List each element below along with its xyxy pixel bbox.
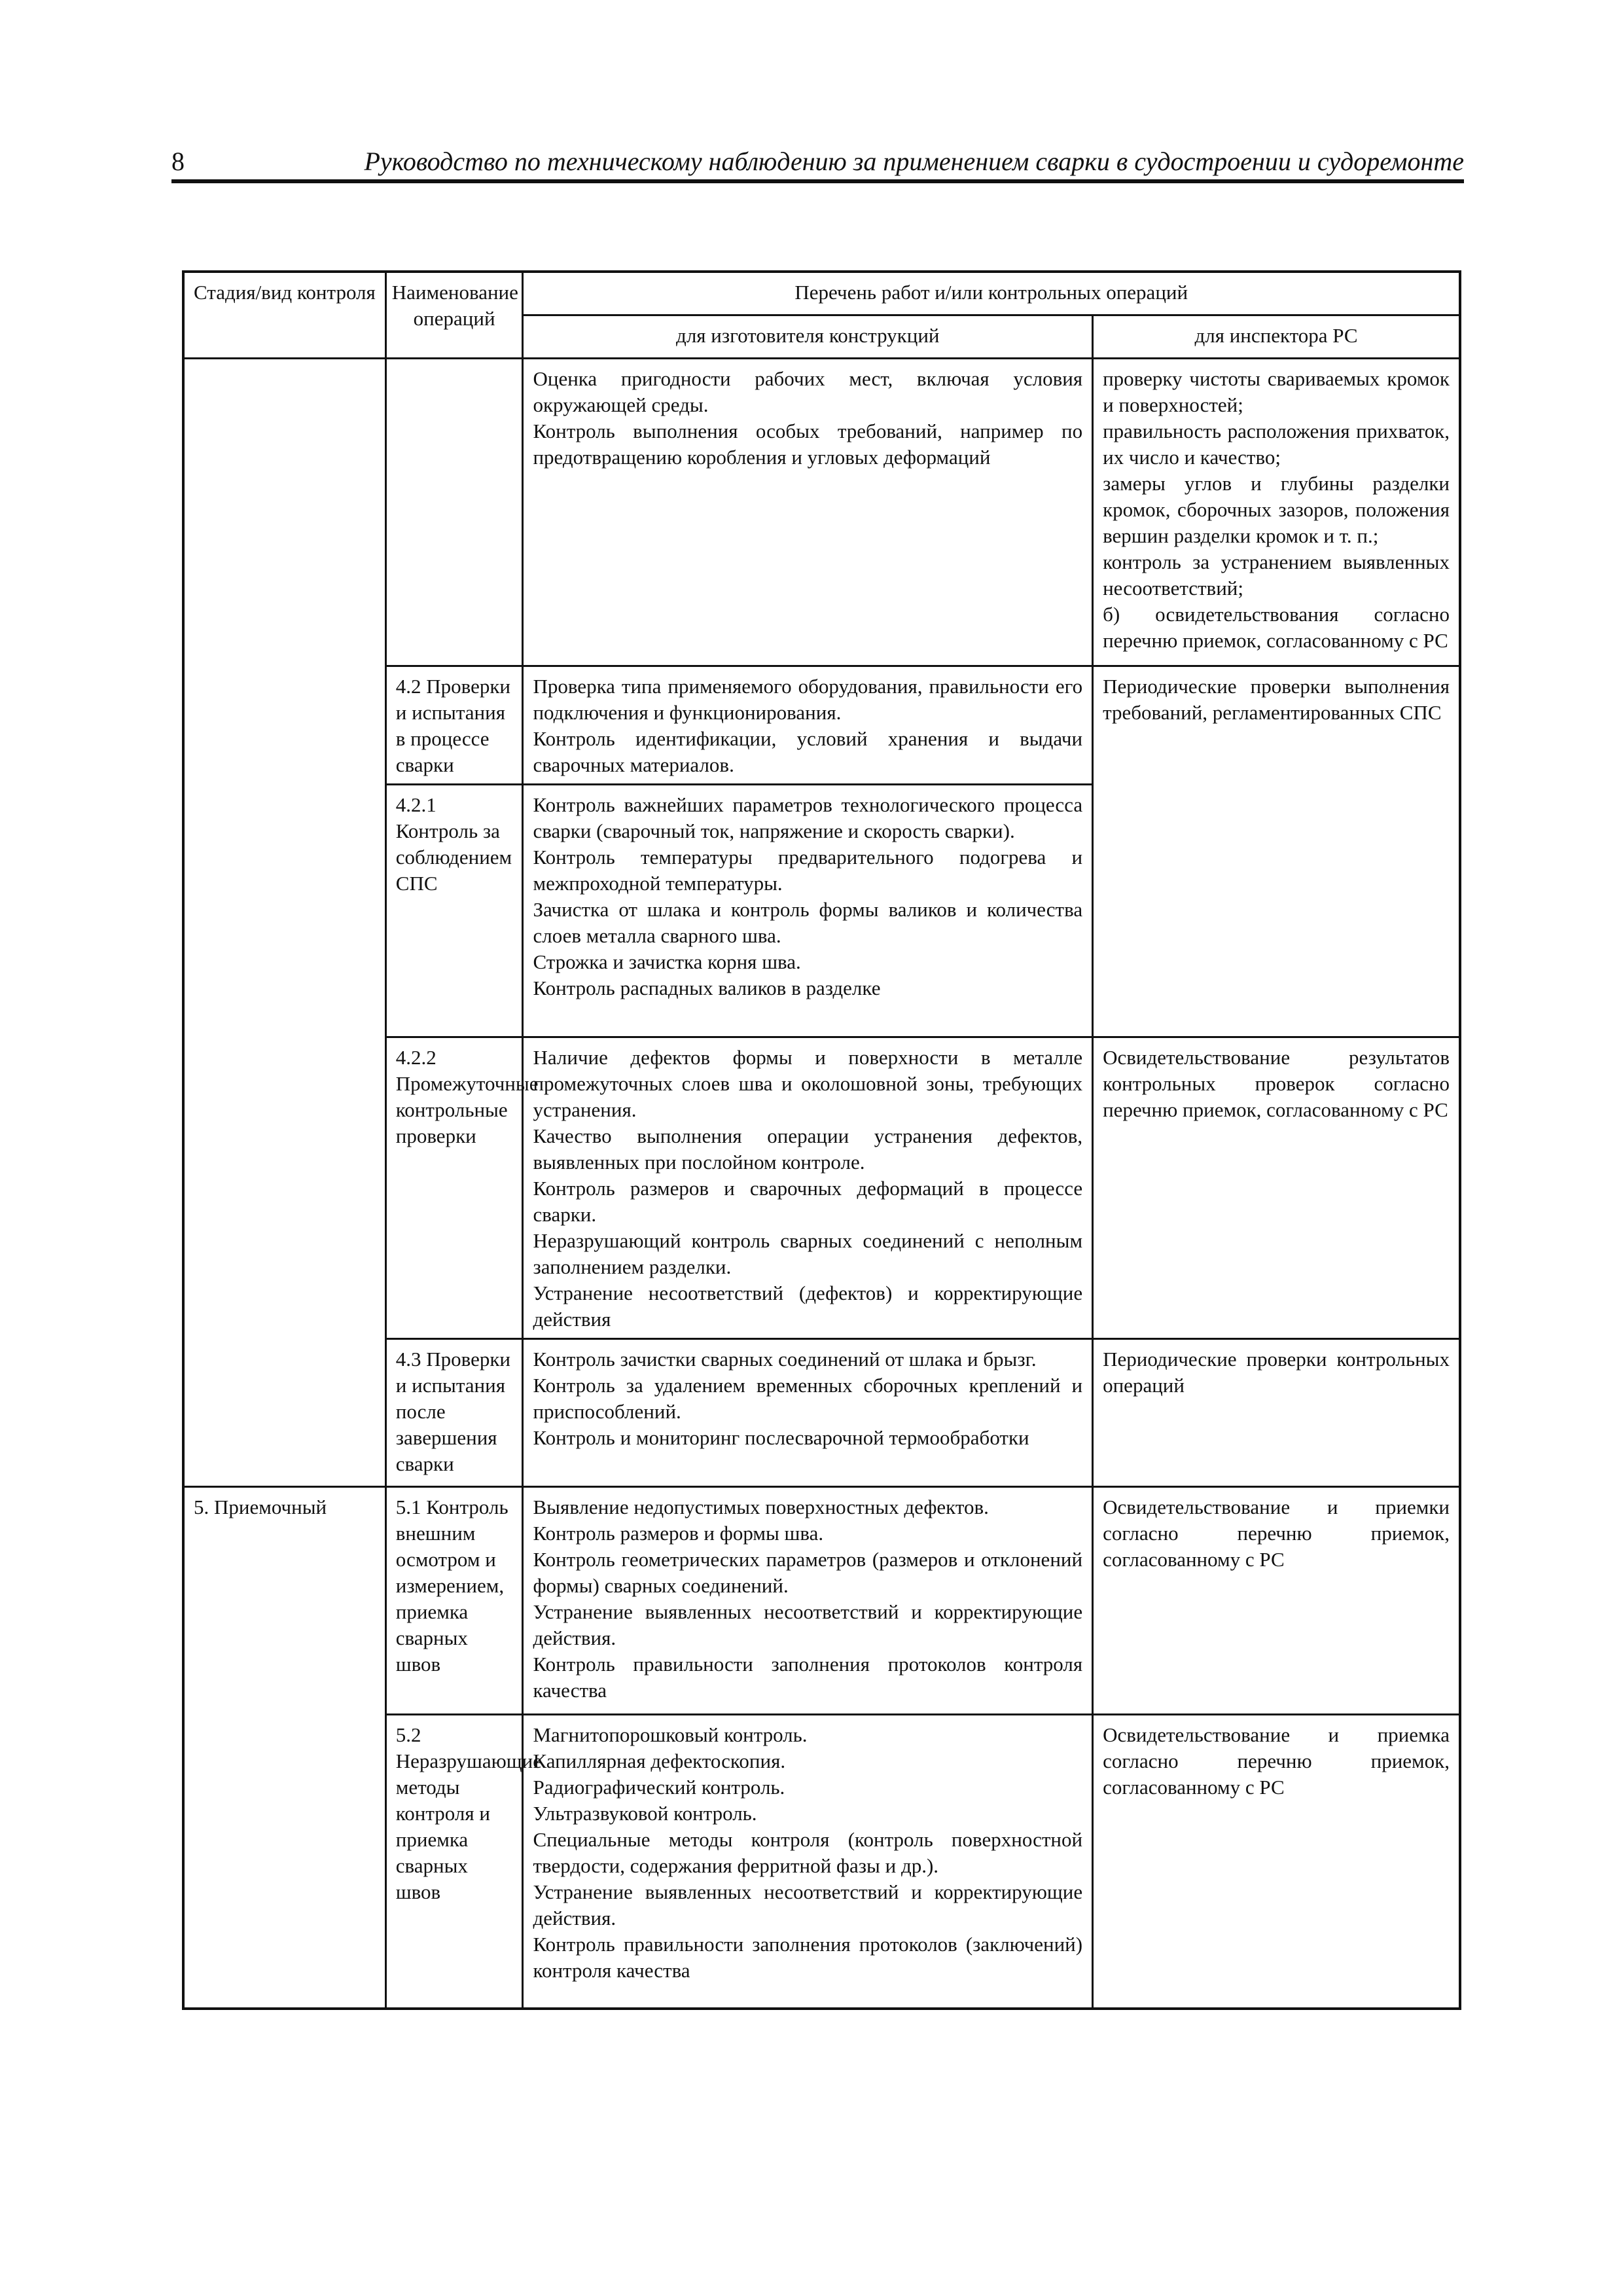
list-item: Контроль геометрических параметров (размеров и отклонений формы) сварных соединений.: [533, 1547, 1083, 1597]
header-operation: Наименование операций: [385, 272, 523, 358]
manufacturer-cell: [523, 1486, 1093, 1714]
inspector-cell: [1093, 1338, 1460, 1486]
table-row: [183, 1486, 1460, 1714]
table-row: [183, 358, 1460, 666]
operation-cell: 5.1 Контроль внешним осмотром и измерением, приемка сварных швов: [385, 1486, 523, 1714]
list-item: Периодические проверки выполнения требований, регламентированных СПС: [1103, 674, 1450, 724]
operation-cell: [385, 358, 523, 666]
list-item: Оценка пригодности рабочих мест, включая условия окружающей среды.: [533, 367, 1083, 416]
manufacturer-cell: [523, 358, 1093, 666]
list-item: Периодические проверки контрольных операций: [1103, 1347, 1450, 1397]
list-item: Контроль правильности заполнения протоколов (заключений) контроля качества: [533, 1932, 1083, 1982]
control-stages-table: [182, 270, 1461, 2010]
list-item: Устранение несоответствий (дефектов) и корректирующие действия: [533, 1281, 1083, 1331]
list-item: Наличие дефектов формы и поверхности в металле промежуточных слоев шва и околошовной зоны, требующих устранения.: [533, 1045, 1083, 1121]
inspector-cell: [1093, 1714, 1460, 2009]
list-item: Контроль за удалением временных сборочных креплений и приспособлений.: [533, 1373, 1083, 1423]
list-item: Специальные методы контроля (контроль поверхностной твердости, содержания ферритной фазы и др.).: [533, 1827, 1083, 1877]
operation-cell: 4.2 Проверки и испытания в процессе сварки: [385, 666, 523, 784]
list-item: Радиографический контроль.: [533, 1775, 785, 1799]
list-item: Качество выполнения операции устранения дефектов, выявленных при послойном контроле.: [533, 1124, 1083, 1174]
running-title: Руководство по техническому наблюдению за применением сварки в судостроении и судоремонте: [364, 147, 1464, 176]
manufacturer-cell: [523, 784, 1093, 1037]
list-item: б) освидетельствования согласно перечню приемок, согласованному с РС: [1103, 602, 1450, 652]
list-item: Капиллярная дефектоскопия.: [533, 1749, 786, 1772]
inspector-cell: [1093, 1486, 1460, 1714]
inspector-cell: [1093, 666, 1460, 1037]
operation-cell: 4.3 Проверки и испытания после завершения сварки: [385, 1338, 523, 1486]
list-item: Освидетельствование и приемки согласно перечню приемок, согласованному с РС: [1103, 1495, 1450, 1571]
list-item: Строжка и зачистка корня шва.: [533, 950, 801, 973]
list-item: контроль за устранением выявленных несоответствий;: [1103, 550, 1450, 600]
page-number: 8: [171, 147, 185, 176]
manufacturer-cell: [523, 1037, 1093, 1338]
list-item: Контроль зачистки сварных соединений от шлака и брызг.: [533, 1347, 1037, 1371]
page-header: [171, 139, 1464, 183]
operation-cell: 4.2.1 Контроль за соблюдением СПС: [385, 784, 523, 1037]
list-item: Неразрушающий контроль сварных соединений с неполным заполнением разделки.: [533, 1229, 1083, 1278]
list-item: Контроль идентификации, условий хранения и выдачи сварочных материалов.: [533, 726, 1083, 776]
list-item: Контроль правильности заполнения протоколов контроля качества: [533, 1652, 1083, 1702]
list-item: Устранение выявленных несоответствий и корректирующие действия.: [533, 1880, 1083, 1929]
list-item: Контроль и мониторинг послесварочной термообработки: [533, 1426, 1029, 1449]
stage-cell: 5. Приемочный: [183, 1486, 385, 2009]
inspector-cell: [1093, 358, 1460, 666]
list-item: Контроль важнейших параметров технологического процесса сварки (сварочный ток, напряжение и скорость сварки).: [533, 793, 1083, 842]
list-item: замеры углов и глубины разделки кромок, сборочных зазоров, положения вершин разделки кромок и т. п.;: [1103, 471, 1450, 547]
header-inspector: для инспектора РС: [1093, 315, 1460, 358]
list-item: Выявление недопустимых поверхностных дефектов.: [533, 1495, 989, 1518]
list-item: Контроль температуры предварительного подогрева и межпроходной температуры.: [533, 845, 1083, 895]
manufacturer-cell: [523, 666, 1093, 784]
manufacturer-cell: [523, 1338, 1093, 1486]
manufacturer-cell: [523, 1714, 1093, 2009]
stage-cell: [183, 358, 385, 1486]
list-item: Контроль распадных валиков в разделке: [533, 976, 881, 999]
list-item: Зачистка от шлака и контроль формы валиков и количества слоев металла сварного шва.: [533, 897, 1083, 947]
list-item: Устранение выявленных несоответствий и корректирующие действия.: [533, 1600, 1083, 1649]
list-item: Контроль размеров и формы шва.: [533, 1521, 824, 1545]
operation-cell: 4.2.2 Промежуточные контрольные проверки: [385, 1037, 523, 1338]
list-item: Магнитопорошковый контроль.: [533, 1723, 808, 1746]
header-work-list: Перечень работ и/или контрольных операций: [523, 272, 1460, 315]
inspector-cell: [1093, 1037, 1460, 1338]
list-item: Ультразвуковой контроль.: [533, 1801, 757, 1825]
list-item: Освидетельствование результатов контрольных проверок согласно перечню приемок, согласованному с РС: [1103, 1045, 1450, 1121]
header-stage: Стадия/вид контроля: [183, 272, 385, 358]
header-manufacturer: для изготовителя конструкций: [523, 315, 1093, 358]
list-item: Проверка типа применяемого оборудования, правильности его подключения и функционирования.: [533, 674, 1083, 724]
list-item: Контроль размеров и сварочных деформаций в процессе сварки.: [533, 1176, 1083, 1226]
operation-cell: 5.2 Неразрушающие методы контроля и приемка сварных швов: [385, 1714, 523, 2009]
list-item: Контроль выполнения особых требований, например по предотвращению коробления и угловых деформаций: [533, 419, 1083, 469]
list-item: правильность расположения прихваток, их число и качество;: [1103, 419, 1450, 469]
list-item: Освидетельствование и приемка согласно перечню приемок, согласованному с РС: [1103, 1723, 1450, 1799]
list-item: проверку чистоты свариваемых кромок и поверхностей;: [1103, 367, 1450, 416]
